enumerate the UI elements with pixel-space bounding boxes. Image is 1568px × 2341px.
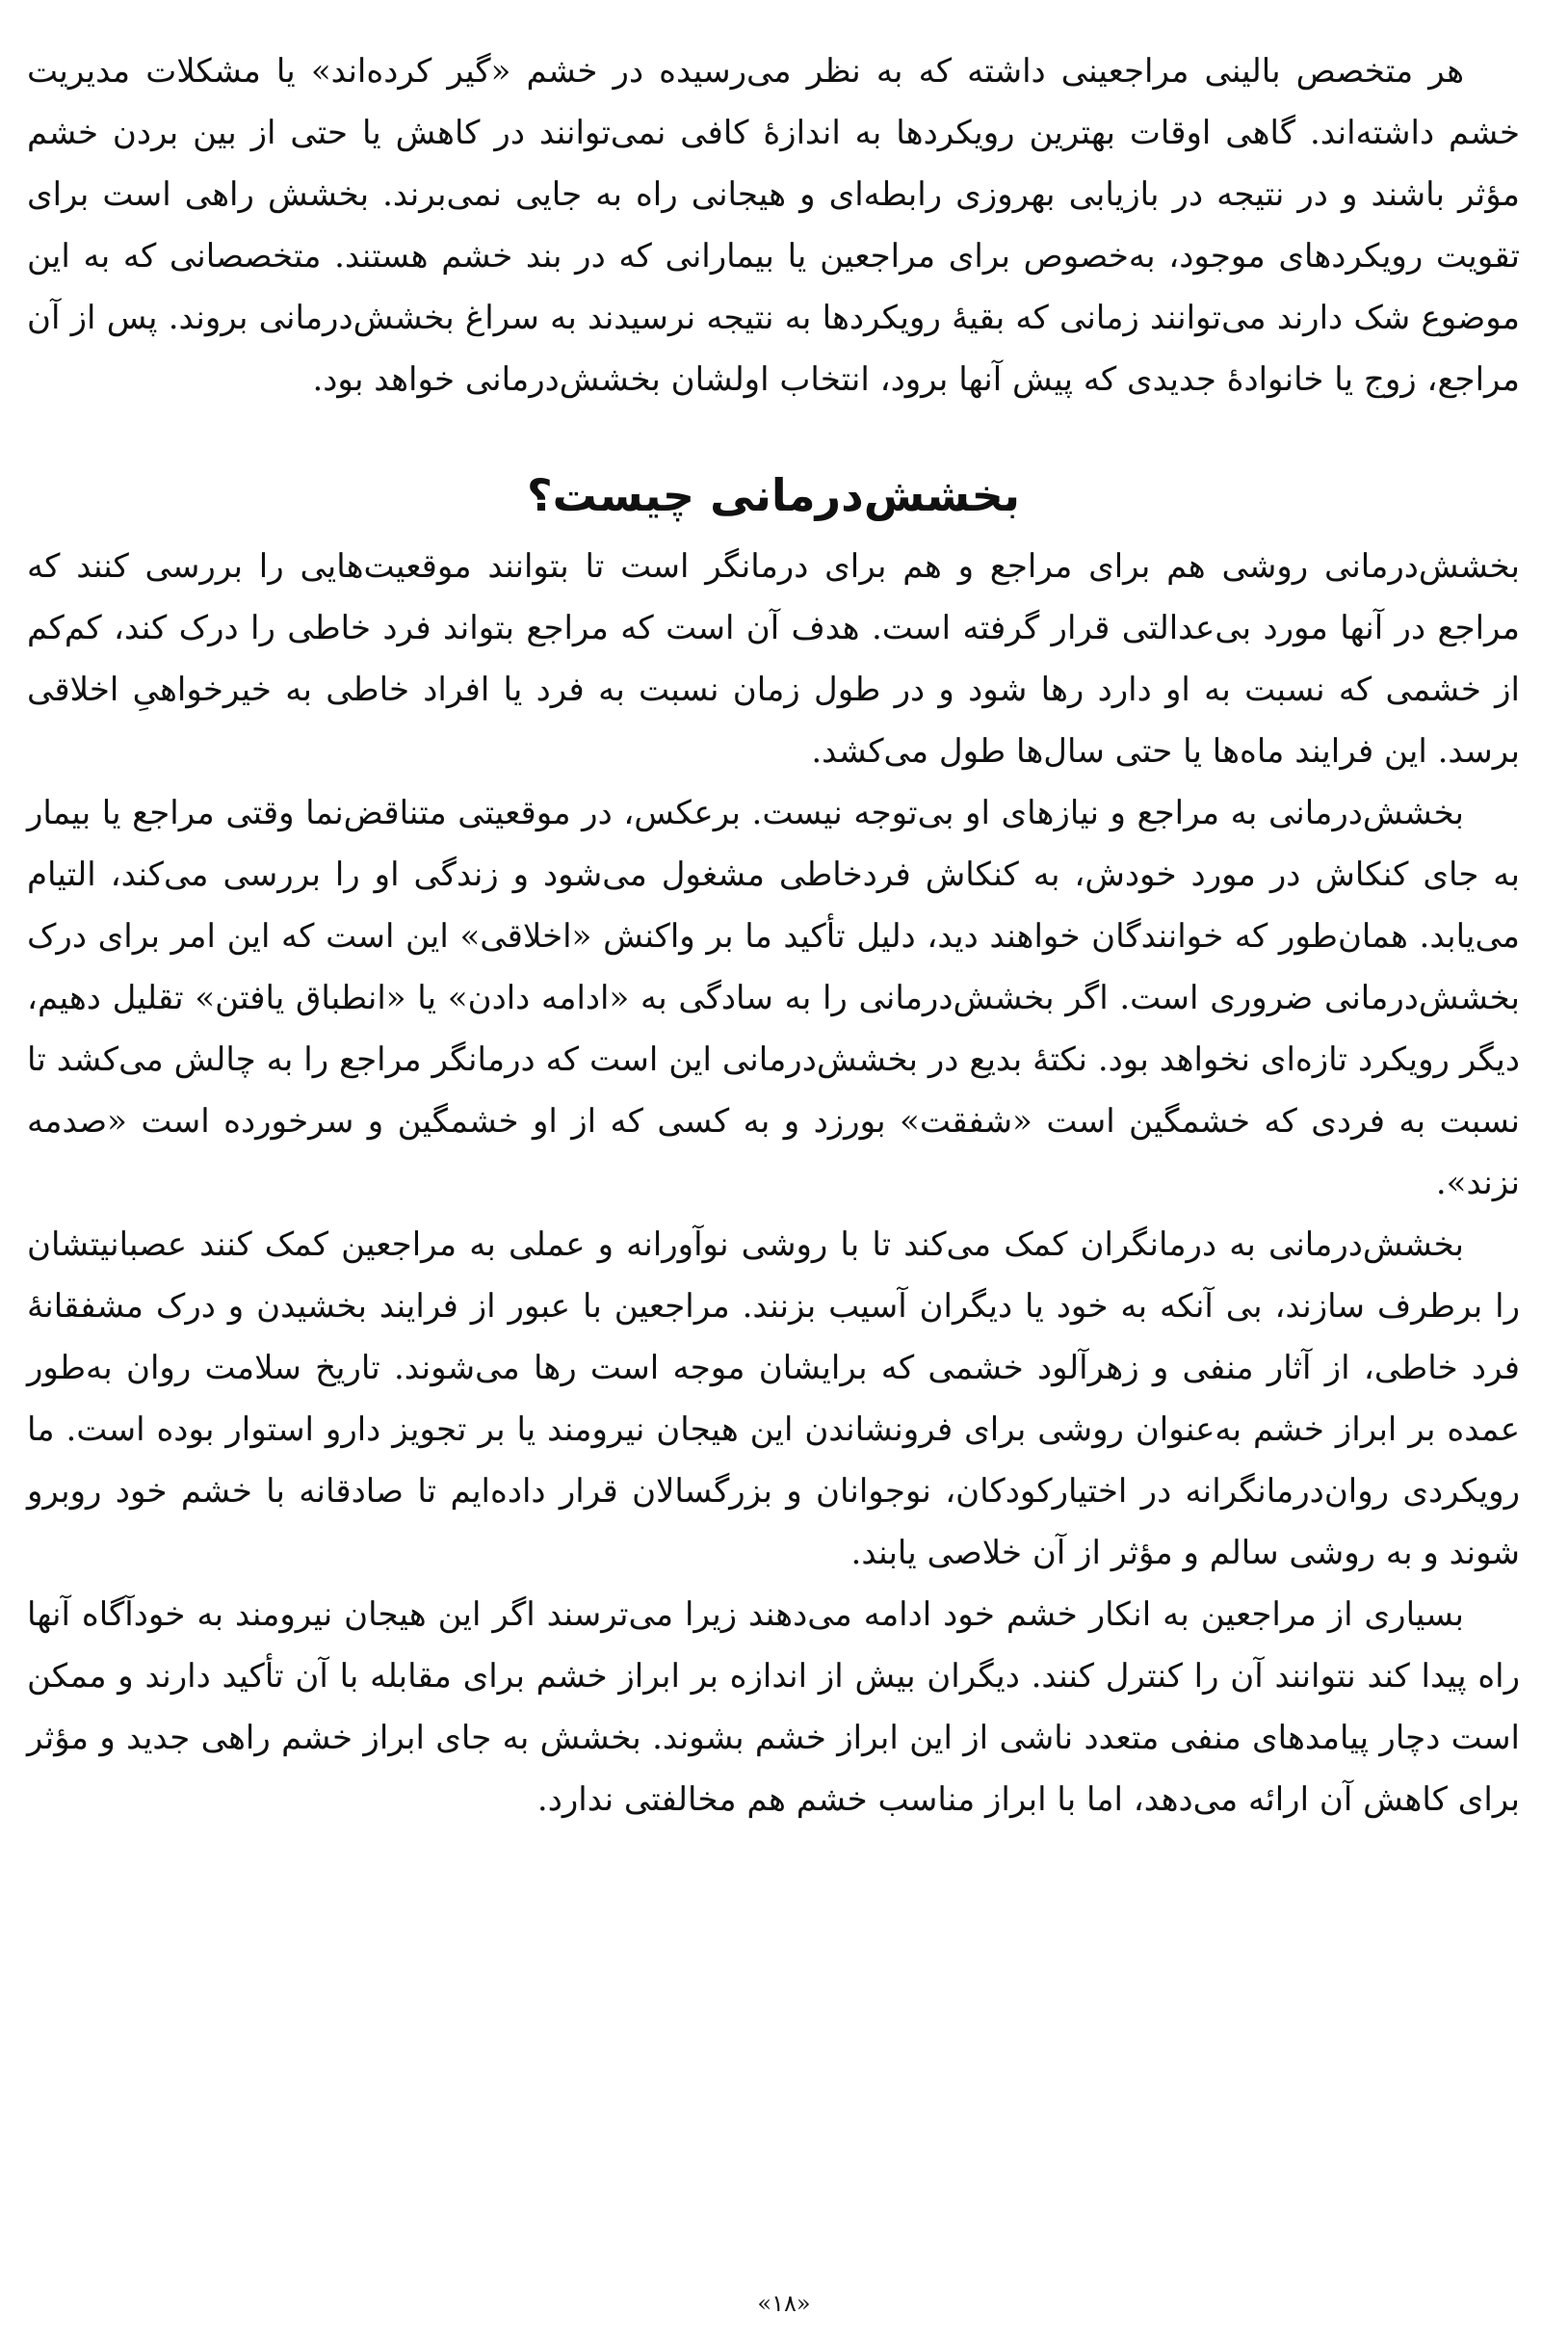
section-heading: بخشش‌درمانی چیست؟ <box>526 469 1021 521</box>
body-paragraph: بخشش‌درمانی به درمانگران کمک می‌کند تا با روشی نوآورانه و عملی به مراجعین کمک کنند عصبانیتشان را برطرف سازند، بی آنکه به خود یا دیگران آسیب بزنند. مراجعین با عبور از فرایند بخشیدن و درک مشفقانهٔ فرد خاطی، از آثار منفی و زهرآلود خشمی که برایشان موجه است رها می‌شوند. تاریخ سلامت روان به‌طور عمده بر ابراز خشم به‌عنوان روشی برای فرونشاندن این هیجان نیرومند یا بر تجویز دارو استوار بوده است. ما رویکردی روان‌درمانگرانه در اختیارکودکان، نوجوانان و بزرگسالان قرار داده‌ایم تا صادقانه با خشم خود روبرو شوند و به روشی سالم و مؤثر از آن خلاصی یابند. <box>27 1225 1520 1572</box>
page-number: «۱۸» <box>757 2290 811 2317</box>
body-paragraph: هر متخصص بالینی مراجعینی داشته که به نظر می‌رسیده در خشم «گیر کرده‌اند» یا مشکلات مدیریت خشم داشته‌اند. گاهی اوقات بهترین رویکردها به اندازهٔ کافی نمی‌توانند در کاهش یا حتی از بین بردن خشم مؤثر باشند و در نتیجه در بازیابی بهروزی رابطه‌ای و هیجانی راه به جایی نمی‌برند. بخشش راهی است برای تقویت رویکردهای موجود، به‌خصوص برای مراجعین یا بیمارانی که در بند خشم هستند. متخصصانی که به این موضوع شک دارند می‌توانند زمانی که بقیهٔ رویکردها به نتیجه نرسیدند به سراغ بخشش‌درمانی بروند. پس از آن مراجع، زوج یا خانوادهٔ جدیدی که پیش آنها برود، انتخاب اولشان بخشش‌درمانی خواهد بود. <box>27 52 1520 399</box>
body-paragraph: بخشش‌درمانی روشی هم برای مراجع و هم برای درمانگر است تا بتوانند موقعیت‌هایی را بررسی کنند که مراجع در آنها مورد بی‌عدالتی قرار گرفته است. هدف آن است که مراجع بتواند فرد خاطی را درک کند، کم‌کم از خشمی که نسبت به او دارد رها شود و در طول زمان نسبت به فرد یا افراد خاطی به خیرخواهیِ اخلاقی برسد. این فرایند ماه‌ها یا حتی سال‌ها طول می‌کشد. <box>27 547 1521 771</box>
page-content <box>27 40 1520 1830</box>
body-paragraph: بخشش‌درمانی به مراجع و نیازهای او بی‌توجه نیست. برعکس، در موقعیتی متناقض‌نما وقتی مراجع یا بیمار به جای کنکاش در مورد خودش، به کنکاش فردخاطی مشغول می‌شود و زندگی او را بررسی می‌کند، التیام می‌یابد. همان‌طور که خوانندگان خواهند دید، دلیل تأکید ما بر واکنش «اخلاقی» این است که این امر برای درک بخشش‌درمانی ضروری است. اگر بخشش‌درمانی را به سادگی به «ادامه دادن» یا «انطباق یافتن» تقلیل دهیم، دیگر رویکرد تازه‌ای نخواهد بود. نکتهٔ بدیع در بخشش‌درمانی این است که درمانگر مراجع را به چالش می‌کشد تا نسبت به فردی که خشمگین است «شفقت» بورزد و به کسی که از او خشمگین و سرخورده است «صدمه نزند». <box>27 794 1520 1202</box>
body-paragraph: بسیاری از مراجعین به انکار خشم خود ادامه می‌دهند زیرا می‌ترسند اگر این هیجان نیرومند به خودآگاه آنها راه پیدا کند نتوانند آن را کنترل کنند. دیگران بیش از اندازه بر ابراز خشم برای مقابله با آن تأکید دارند و ممکن است دچار پیامدهای منفی متعدد ناشی از این ابراز خشم بشوند. بخشش به جای ابراز خشم راهی جدید و مؤثر برای کاهش آن ارائه می‌دهد، اما با ابراز مناسب خشم هم مخالفتی ندارد. <box>27 1595 1520 1819</box>
